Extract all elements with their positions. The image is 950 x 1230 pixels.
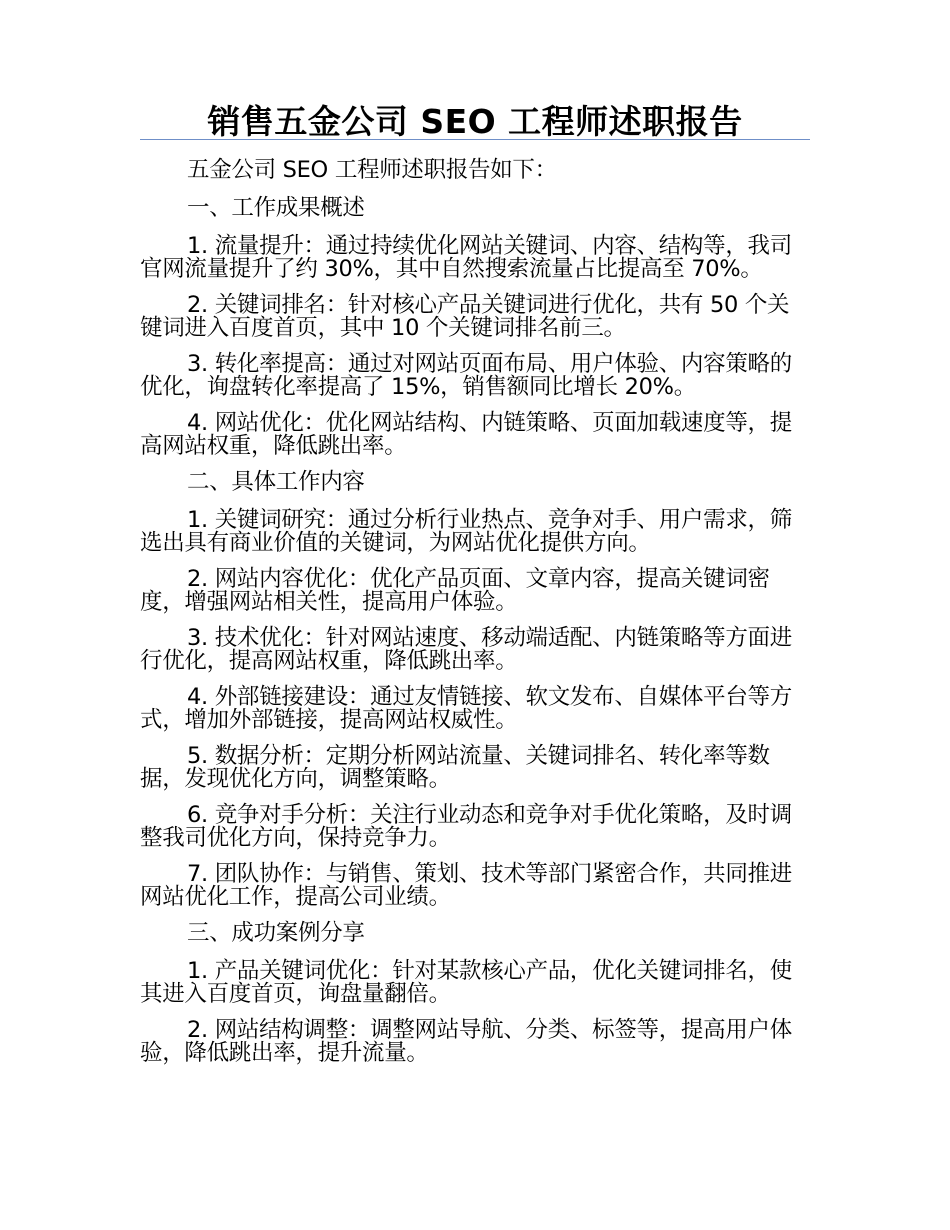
paragraph-ranking: 2. 关键词排名：针对核心产品关键词进行优化，共有 50 个关键词进入百度首页，其中 10 个关键词排名前三。 [140, 292, 790, 341]
paragraph-conversion: 3. 转化率提高：通过对网站页面布局、用户体验、内容策略的优化，询盘转化率提高了 15%，销售额同比增长 20%。 [140, 351, 792, 400]
section-heading-2: 二、具体工作内容 [187, 469, 365, 495]
paragraph-link-building: 4. 外部链接建设：通过友情链接、软文发布、自媒体平台等方式，增加外部链接，提高网站权威性。 [140, 684, 792, 733]
paragraph-keyword-research: 1. 关键词研究：通过分析行业热点、竞争对手、用户需求，筛选出具有商业价值的关键词，为网站优化提供方向。 [140, 507, 792, 556]
paragraph-content-optimization: 2. 网站内容优化：优化产品页面、文章内容，提高关键词密度，增强网站相关性，提高用户体验。 [140, 566, 770, 615]
document-body [140, 154, 810, 1065]
paragraph-data-analysis: 5. 数据分析：定期分析网站流量、关键词排名、转化率等数据，发现优化方向，调整策略。 [140, 743, 770, 792]
paragraph-teamwork: 7. 团队协作：与销售、策划、技术等部门紧密合作，共同推进网站优化工作，提高公司业绩。 [140, 861, 792, 910]
section-heading-1: 一、工作成果概述 [187, 195, 365, 221]
title-underline [140, 139, 810, 140]
paragraph-case-structure: 2. 网站结构调整：调整网站导航、分类、标签等，提高用户体验，降低跳出率，提升流量。 [140, 1017, 792, 1066]
intro-paragraph: 五金公司 SEO 工程师述职报告如下： [187, 157, 557, 183]
paragraph-site-optimization: 4. 网站优化：优化网站结构、内链策略、页面加载速度等，提高网站权重，降低跳出率。 [140, 410, 792, 459]
document-title: 销售五金公司 SEO 工程师述职报告 [207, 102, 743, 141]
paragraph-technical-optimization: 3. 技术优化：针对网站速度、移动端适配、内链策略等方面进行优化，提高网站权重，降低跳出率。 [140, 625, 792, 674]
paragraph-competitor-analysis: 6. 竞争对手分析：关注行业动态和竞争对手优化策略，及时调整我司优化方向，保持竞争力。 [140, 802, 792, 851]
paragraph-case-keyword: 1. 产品关键词优化：针对某款核心产品，优化关键词排名，使其进入百度首页，询盘量翻倍。 [140, 958, 792, 1007]
section-heading-3: 三、成功案例分享 [187, 920, 365, 946]
paragraph-traffic: 1. 流量提升：通过持续优化网站关键词、内容、结构等，我司官网流量提升了约 30%，其中自然搜索流量占比提高至 70%。 [140, 233, 792, 282]
